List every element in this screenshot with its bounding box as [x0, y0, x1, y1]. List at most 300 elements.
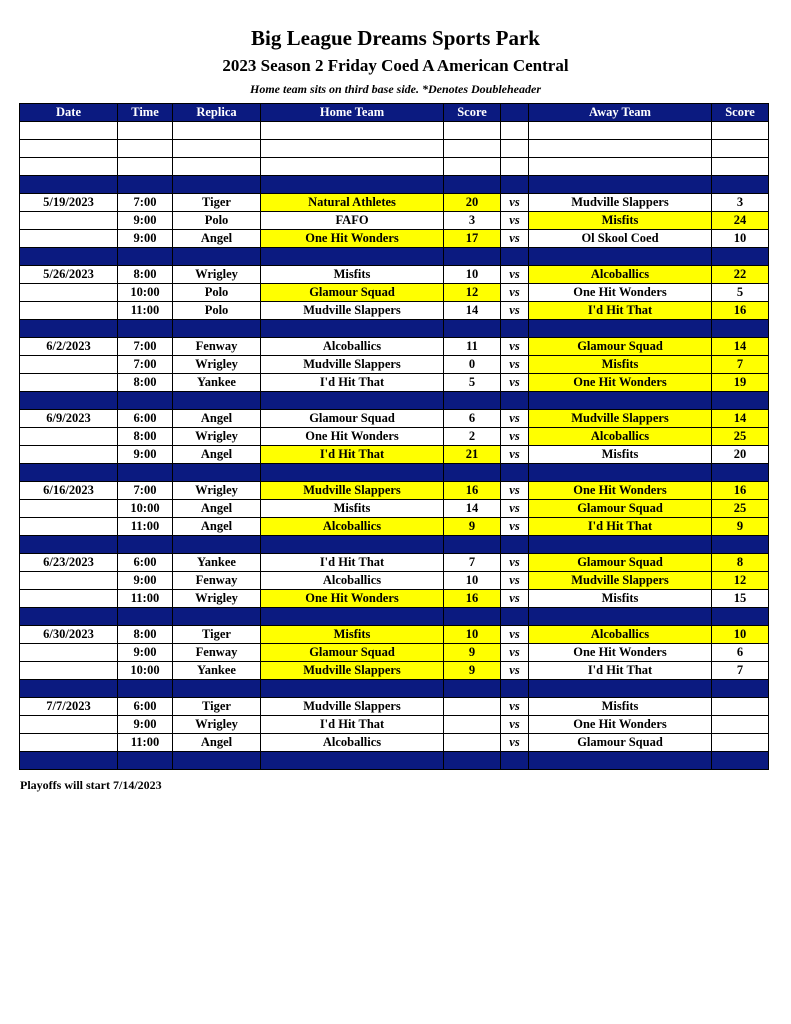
date-cell	[20, 248, 118, 266]
home-team-cell: Mudville Slappers	[261, 482, 444, 500]
time-cell: 11:00	[118, 734, 173, 752]
vs-cell: vs	[501, 410, 529, 428]
date-cell: 7/7/2023	[20, 698, 118, 716]
replica-cell: Fenway	[173, 338, 261, 356]
home-score-cell: 9	[444, 518, 501, 536]
replica-cell: Fenway	[173, 572, 261, 590]
home-team-cell	[261, 140, 444, 158]
home-team-cell: Mudville Slappers	[261, 662, 444, 680]
schedule-note: Home team sits on third base side. *Denotes Doubleheader	[250, 82, 541, 96]
date-cell	[20, 500, 118, 518]
home-score-cell	[444, 392, 501, 410]
vs-cell: vs	[501, 716, 529, 734]
away-team-cell: Glamour Squad	[529, 338, 712, 356]
date-cell	[20, 662, 118, 680]
time-cell	[118, 158, 173, 176]
col-away-score-header: Score	[712, 104, 769, 122]
home-score-cell: 12	[444, 284, 501, 302]
home-score-cell	[444, 320, 501, 338]
time-cell	[118, 122, 173, 140]
home-team-cell	[261, 464, 444, 482]
away-score-cell	[712, 698, 769, 716]
date-cell	[20, 392, 118, 410]
vs-cell: vs	[501, 644, 529, 662]
home-team-cell: Mudville Slappers	[261, 698, 444, 716]
time-cell: 9:00	[118, 572, 173, 590]
replica-cell: Polo	[173, 284, 261, 302]
time-cell	[118, 140, 173, 158]
table-row	[20, 230, 769, 248]
away-team-cell: Misfits	[529, 356, 712, 374]
replica-cell	[173, 392, 261, 410]
time-cell: 8:00	[118, 374, 173, 392]
playoffs-note: Playoffs will start 7/14/2023	[20, 778, 162, 792]
away-score-cell: 25	[712, 500, 769, 518]
col-away-team-header: Away Team	[529, 104, 712, 122]
date-cell	[20, 644, 118, 662]
away-score-cell: 6	[712, 644, 769, 662]
vs-cell: vs	[501, 662, 529, 680]
replica-cell: Yankee	[173, 374, 261, 392]
replica-cell: Wrigley	[173, 428, 261, 446]
away-team-cell: Misfits	[529, 212, 712, 230]
away-score-cell: 24	[712, 212, 769, 230]
home-score-cell	[444, 464, 501, 482]
week-separator-row	[20, 248, 769, 266]
time-cell: 7:00	[118, 482, 173, 500]
home-score-cell: 7	[444, 554, 501, 572]
away-team-cell: Misfits	[529, 698, 712, 716]
away-team-cell: Misfits	[529, 446, 712, 464]
col-vs-header	[501, 104, 529, 122]
date-cell: 6/16/2023	[20, 482, 118, 500]
away-score-cell: 7	[712, 356, 769, 374]
replica-cell: Wrigley	[173, 590, 261, 608]
replica-cell	[173, 176, 261, 194]
home-team-cell	[261, 248, 444, 266]
date-cell	[20, 212, 118, 230]
home-team-cell: Natural Athletes	[261, 194, 444, 212]
away-score-cell: 14	[712, 410, 769, 428]
time-cell	[118, 248, 173, 266]
date-cell	[20, 446, 118, 464]
replica-cell: Fenway	[173, 644, 261, 662]
home-team-cell: Alcoballics	[261, 518, 444, 536]
vs-cell	[501, 176, 529, 194]
home-team-cell: I'd Hit That	[261, 716, 444, 734]
time-cell: 10:00	[118, 662, 173, 680]
date-cell: 6/30/2023	[20, 626, 118, 644]
home-team-cell: One Hit Wonders	[261, 590, 444, 608]
table-row	[20, 626, 769, 644]
time-cell: 9:00	[118, 446, 173, 464]
away-score-cell: 22	[712, 266, 769, 284]
home-score-cell: 14	[444, 302, 501, 320]
away-score-cell: 9	[712, 518, 769, 536]
table-row	[20, 518, 769, 536]
replica-cell: Angel	[173, 230, 261, 248]
away-score-cell: 10	[712, 230, 769, 248]
away-team-cell	[529, 320, 712, 338]
time-cell	[118, 680, 173, 698]
away-team-cell: I'd Hit That	[529, 302, 712, 320]
home-score-cell: 16	[444, 590, 501, 608]
home-team-cell	[261, 536, 444, 554]
time-cell	[118, 176, 173, 194]
replica-cell: Wrigley	[173, 482, 261, 500]
date-cell	[20, 518, 118, 536]
home-team-cell	[261, 158, 444, 176]
date-cell	[20, 608, 118, 626]
home-score-cell: 0	[444, 356, 501, 374]
date-cell	[20, 716, 118, 734]
vs-cell	[501, 158, 529, 176]
home-score-cell	[444, 176, 501, 194]
home-score-cell: 9	[444, 662, 501, 680]
replica-cell: Angel	[173, 518, 261, 536]
replica-cell: Angel	[173, 734, 261, 752]
home-team-cell: Alcoballics	[261, 338, 444, 356]
vs-cell	[501, 248, 529, 266]
vs-cell	[501, 122, 529, 140]
home-score-cell	[444, 158, 501, 176]
time-cell: 7:00	[118, 338, 173, 356]
col-home-score-header: Score	[444, 104, 501, 122]
time-cell	[118, 752, 173, 770]
away-score-cell	[712, 158, 769, 176]
vs-cell: vs	[501, 284, 529, 302]
replica-cell: Tiger	[173, 194, 261, 212]
home-team-cell: Mudville Slappers	[261, 356, 444, 374]
time-cell: 11:00	[118, 590, 173, 608]
replica-cell	[173, 158, 261, 176]
time-cell	[118, 392, 173, 410]
page-title: Big League Dreams Sports Park	[251, 26, 540, 50]
vs-cell	[501, 680, 529, 698]
away-score-cell: 25	[712, 428, 769, 446]
table-row	[20, 590, 769, 608]
vs-cell	[501, 392, 529, 410]
time-cell: 7:00	[118, 356, 173, 374]
home-score-cell: 17	[444, 230, 501, 248]
date-cell	[20, 122, 118, 140]
away-team-cell: Mudville Slappers	[529, 572, 712, 590]
home-team-cell: Mudville Slappers	[261, 302, 444, 320]
away-team-cell: One Hit Wonders	[529, 482, 712, 500]
time-cell: 9:00	[118, 212, 173, 230]
table-row	[20, 428, 769, 446]
replica-cell	[173, 608, 261, 626]
vs-cell: vs	[501, 266, 529, 284]
col-date-header: Date	[20, 104, 118, 122]
away-score-cell	[712, 140, 769, 158]
vs-cell: vs	[501, 374, 529, 392]
away-score-cell: 20	[712, 446, 769, 464]
vs-cell	[501, 752, 529, 770]
table-row	[20, 644, 769, 662]
away-team-cell: Mudville Slappers	[529, 410, 712, 428]
vs-cell: vs	[501, 428, 529, 446]
away-team-cell: Glamour Squad	[529, 554, 712, 572]
away-team-cell: I'd Hit That	[529, 518, 712, 536]
date-cell: 6/9/2023	[20, 410, 118, 428]
table-row	[20, 302, 769, 320]
table-row	[20, 698, 769, 716]
home-score-cell: 14	[444, 500, 501, 518]
replica-cell: Polo	[173, 302, 261, 320]
vs-cell	[501, 320, 529, 338]
home-team-cell: I'd Hit That	[261, 374, 444, 392]
date-cell: 6/2/2023	[20, 338, 118, 356]
replica-cell: Angel	[173, 500, 261, 518]
date-cell	[20, 320, 118, 338]
date-cell	[20, 734, 118, 752]
time-cell: 8:00	[118, 266, 173, 284]
replica-cell: Polo	[173, 212, 261, 230]
week-separator-row	[20, 320, 769, 338]
away-score-cell	[712, 122, 769, 140]
week-separator-row	[20, 536, 769, 554]
time-cell: 6:00	[118, 698, 173, 716]
home-team-cell: Glamour Squad	[261, 644, 444, 662]
away-team-cell: Alcoballics	[529, 626, 712, 644]
header-row	[20, 104, 769, 122]
away-score-cell: 10	[712, 626, 769, 644]
date-cell: 6/23/2023	[20, 554, 118, 572]
week-separator-row	[20, 680, 769, 698]
vs-cell: vs	[501, 626, 529, 644]
table-row	[20, 734, 769, 752]
away-team-cell	[529, 140, 712, 158]
away-score-cell	[712, 176, 769, 194]
date-cell	[20, 284, 118, 302]
date-cell	[20, 230, 118, 248]
time-cell	[118, 536, 173, 554]
table-row	[20, 446, 769, 464]
time-cell	[118, 464, 173, 482]
replica-cell: Wrigley	[173, 716, 261, 734]
home-score-cell: 16	[444, 482, 501, 500]
time-cell: 11:00	[118, 302, 173, 320]
home-team-cell: FAFO	[261, 212, 444, 230]
date-cell	[20, 680, 118, 698]
home-team-cell: Glamour Squad	[261, 284, 444, 302]
away-team-cell	[529, 536, 712, 554]
schedule-table	[19, 103, 769, 770]
replica-cell	[173, 752, 261, 770]
replica-cell	[173, 320, 261, 338]
time-cell	[118, 320, 173, 338]
away-team-cell: Mudville Slappers	[529, 194, 712, 212]
vs-cell: vs	[501, 734, 529, 752]
time-cell: 9:00	[118, 644, 173, 662]
date-cell	[20, 176, 118, 194]
time-cell: 9:00	[118, 230, 173, 248]
home-score-cell: 11	[444, 338, 501, 356]
blank-row	[20, 122, 769, 140]
home-score-cell	[444, 140, 501, 158]
home-team-cell: Alcoballics	[261, 734, 444, 752]
away-score-cell	[712, 734, 769, 752]
col-replica-header: Replica	[173, 104, 261, 122]
page-subtitle: 2023 Season 2 Friday Coed A American Central	[222, 56, 569, 75]
home-score-cell	[444, 752, 501, 770]
away-score-cell: 16	[712, 302, 769, 320]
home-team-cell	[261, 680, 444, 698]
table-row	[20, 212, 769, 230]
home-team-cell	[261, 176, 444, 194]
date-cell	[20, 752, 118, 770]
replica-cell: Tiger	[173, 626, 261, 644]
away-team-cell: Misfits	[529, 590, 712, 608]
blank-row	[20, 140, 769, 158]
home-team-cell: One Hit Wonders	[261, 230, 444, 248]
replica-cell	[173, 140, 261, 158]
away-team-cell: Glamour Squad	[529, 734, 712, 752]
away-team-cell	[529, 464, 712, 482]
home-team-cell	[261, 320, 444, 338]
vs-cell: vs	[501, 302, 529, 320]
away-team-cell: One Hit Wonders	[529, 716, 712, 734]
home-score-cell: 9	[444, 644, 501, 662]
home-team-cell: Glamour Squad	[261, 410, 444, 428]
away-score-cell	[712, 536, 769, 554]
week-separator-row	[20, 464, 769, 482]
home-score-cell: 10	[444, 572, 501, 590]
date-cell: 5/26/2023	[20, 266, 118, 284]
away-score-cell	[712, 392, 769, 410]
away-team-cell	[529, 122, 712, 140]
vs-cell: vs	[501, 518, 529, 536]
away-team-cell	[529, 752, 712, 770]
table-row	[20, 554, 769, 572]
time-cell: 6:00	[118, 410, 173, 428]
replica-cell	[173, 248, 261, 266]
home-score-cell: 10	[444, 626, 501, 644]
home-score-cell: 2	[444, 428, 501, 446]
away-score-cell: 5	[712, 284, 769, 302]
home-score-cell: 21	[444, 446, 501, 464]
home-score-cell	[444, 248, 501, 266]
week-separator-row	[20, 608, 769, 626]
away-team-cell: Alcoballics	[529, 428, 712, 446]
vs-cell: vs	[501, 698, 529, 716]
vs-cell	[501, 608, 529, 626]
home-score-cell	[444, 680, 501, 698]
replica-cell: Wrigley	[173, 356, 261, 374]
vs-cell	[501, 464, 529, 482]
home-team-cell: Misfits	[261, 500, 444, 518]
home-score-cell: 6	[444, 410, 501, 428]
table-row	[20, 194, 769, 212]
date-cell	[20, 428, 118, 446]
week-separator-row	[20, 392, 769, 410]
blank-row	[20, 158, 769, 176]
date-cell	[20, 590, 118, 608]
table-row	[20, 338, 769, 356]
date-cell	[20, 140, 118, 158]
away-score-cell: 3	[712, 194, 769, 212]
time-cell: 10:00	[118, 284, 173, 302]
vs-cell: vs	[501, 482, 529, 500]
replica-cell	[173, 464, 261, 482]
table-row	[20, 500, 769, 518]
vs-cell: vs	[501, 446, 529, 464]
date-cell	[20, 464, 118, 482]
date-cell	[20, 302, 118, 320]
away-score-cell: 16	[712, 482, 769, 500]
home-team-cell: Alcoballics	[261, 572, 444, 590]
time-cell: 11:00	[118, 518, 173, 536]
away-team-cell	[529, 158, 712, 176]
col-time-header: Time	[118, 104, 173, 122]
vs-cell	[501, 536, 529, 554]
time-cell: 10:00	[118, 500, 173, 518]
home-score-cell: 3	[444, 212, 501, 230]
home-team-cell: Misfits	[261, 626, 444, 644]
away-team-cell	[529, 392, 712, 410]
away-score-cell: 7	[712, 662, 769, 680]
away-team-cell: Ol Skool Coed	[529, 230, 712, 248]
vs-cell: vs	[501, 230, 529, 248]
away-team-cell	[529, 176, 712, 194]
schedule-body	[20, 122, 769, 770]
replica-cell	[173, 680, 261, 698]
time-cell: 7:00	[118, 194, 173, 212]
away-score-cell	[712, 464, 769, 482]
vs-cell: vs	[501, 356, 529, 374]
vs-cell	[501, 140, 529, 158]
home-team-cell: Misfits	[261, 266, 444, 284]
away-score-cell	[712, 716, 769, 734]
date-cell	[20, 356, 118, 374]
away-team-cell	[529, 680, 712, 698]
home-score-cell	[444, 698, 501, 716]
away-score-cell	[712, 680, 769, 698]
table-row	[20, 284, 769, 302]
date-cell	[20, 536, 118, 554]
week-separator-row	[20, 752, 769, 770]
away-team-cell: Alcoballics	[529, 266, 712, 284]
home-score-cell: 20	[444, 194, 501, 212]
date-cell	[20, 572, 118, 590]
home-team-cell	[261, 122, 444, 140]
time-cell: 8:00	[118, 428, 173, 446]
table-row	[20, 662, 769, 680]
home-score-cell: 5	[444, 374, 501, 392]
away-team-cell	[529, 608, 712, 626]
home-score-cell	[444, 536, 501, 554]
replica-cell: Angel	[173, 446, 261, 464]
home-score-cell	[444, 716, 501, 734]
away-score-cell: 15	[712, 590, 769, 608]
away-team-cell	[529, 248, 712, 266]
col-home-team-header: Home Team	[261, 104, 444, 122]
home-team-cell: One Hit Wonders	[261, 428, 444, 446]
replica-cell: Angel	[173, 410, 261, 428]
table-row	[20, 572, 769, 590]
week-separator-row	[20, 176, 769, 194]
away-score-cell: 19	[712, 374, 769, 392]
away-team-cell: One Hit Wonders	[529, 284, 712, 302]
home-team-cell: I'd Hit That	[261, 554, 444, 572]
replica-cell: Wrigley	[173, 266, 261, 284]
home-score-cell: 10	[444, 266, 501, 284]
away-team-cell: Glamour Squad	[529, 500, 712, 518]
away-score-cell: 12	[712, 572, 769, 590]
date-cell	[20, 374, 118, 392]
vs-cell: vs	[501, 194, 529, 212]
